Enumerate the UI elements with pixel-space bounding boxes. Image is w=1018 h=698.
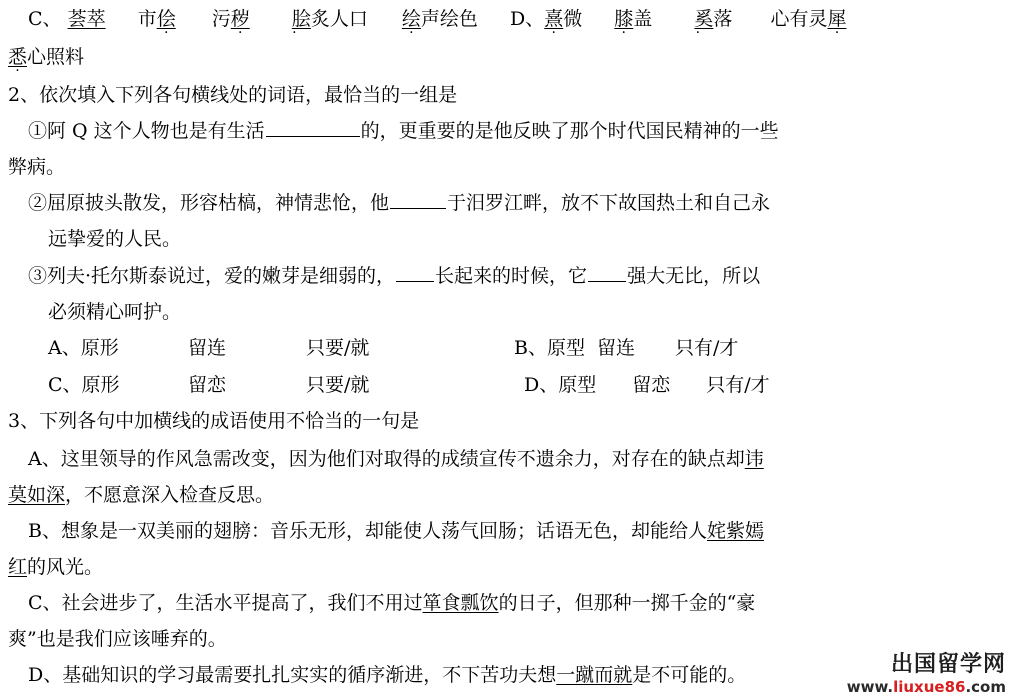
- q3-option-a-cont: 莫如深，不愿意深入检查反思。: [8, 484, 275, 506]
- word-xinyoulingxi: 心有灵犀: [770, 8, 847, 30]
- blank-4: [588, 263, 626, 282]
- word-ximei: 熹微: [544, 8, 583, 30]
- q2-sentence-1: ①阿 Q 这个人物也是有生活 的，更重要的是他反映了那个时代国民精神的一些: [28, 120, 779, 142]
- blank-1: [266, 118, 360, 137]
- q2-sentence-2-cont: 远挚爱的人民。: [48, 228, 182, 250]
- q2-sentence-1-cont: 弊病。: [8, 156, 66, 178]
- word-shikuai: 市侩: [137, 8, 176, 30]
- blank-3: [396, 263, 434, 282]
- word-xiluo: 奚落: [694, 8, 733, 30]
- q3-option-c-cont: 爽”也是我们应该唾弃的。: [8, 628, 227, 650]
- q3-option-d: D、基础知识的学习最需要扎扎实实的循序渐进，不下苦功夫想一蹴而就是不可能的。: [28, 664, 747, 686]
- word-xigai: 膝盖: [614, 8, 653, 30]
- q2-sentence-3-cont: 必须精心呵护。: [48, 301, 182, 323]
- q2-option-b: B、原型 留连 只有/才: [514, 337, 739, 359]
- word-wuhui: 污秽: [211, 8, 250, 30]
- options-row-continued: 悉心照料: [8, 46, 85, 68]
- q2-sentence-3: ③列夫·托尔斯泰说过，爱的嫩芽是细弱的， 长起来的时候，它 强大无比，所以: [28, 265, 761, 287]
- q3-option-b: B、想象是一双美丽的翅膀：音乐无形，却能使人荡气回肠；话语无色，却能给人姹紫嫣: [28, 520, 764, 542]
- q2-option-c: C、原形 留恋 只要/就: [48, 374, 370, 396]
- site-watermark: 出国留学网 www.liuxue86.com: [846, 652, 1006, 696]
- q2-option-d: D、原型 留恋 只有/才: [524, 374, 770, 396]
- q2-sentence-2: ②屈原披头散发，形容枯槁，神情悲怆，他 于汨罗江畔，放不下故国热土和自己永: [28, 192, 771, 214]
- blank-2: [390, 190, 446, 209]
- question-3-stem: 3、下列各句中加横线的成语使用不恰当的一句是: [8, 410, 420, 432]
- word-huisheng: 绘声绘色: [401, 8, 478, 30]
- q3-option-b-cont: 红的风光。: [8, 556, 104, 578]
- options-row-cd: C、 荟萃 市侩 污秽 脍炙人口 绘声绘色 D、熹微 膝盖 奚落 心有灵犀: [28, 8, 847, 30]
- question-2-stem: 2、依次填入下列各句横线处的词语，最恰当的一组是: [8, 84, 458, 106]
- q2-option-a: A、原形 留连 只要/就: [48, 337, 370, 359]
- word-huicui: 荟萃: [67, 8, 106, 30]
- q3-option-a: A、这里领导的作风急需改变，因为他们对取得的成绩宣传不遗余力，对存在的缺点却讳: [28, 448, 764, 470]
- q3-option-c: C、社会进步了，生活水平提高了，我们不用过箪食瓢饮的日子，但那种一掷千金的“豪: [28, 592, 756, 614]
- word-kuaizhi: 脍炙人口: [291, 8, 368, 30]
